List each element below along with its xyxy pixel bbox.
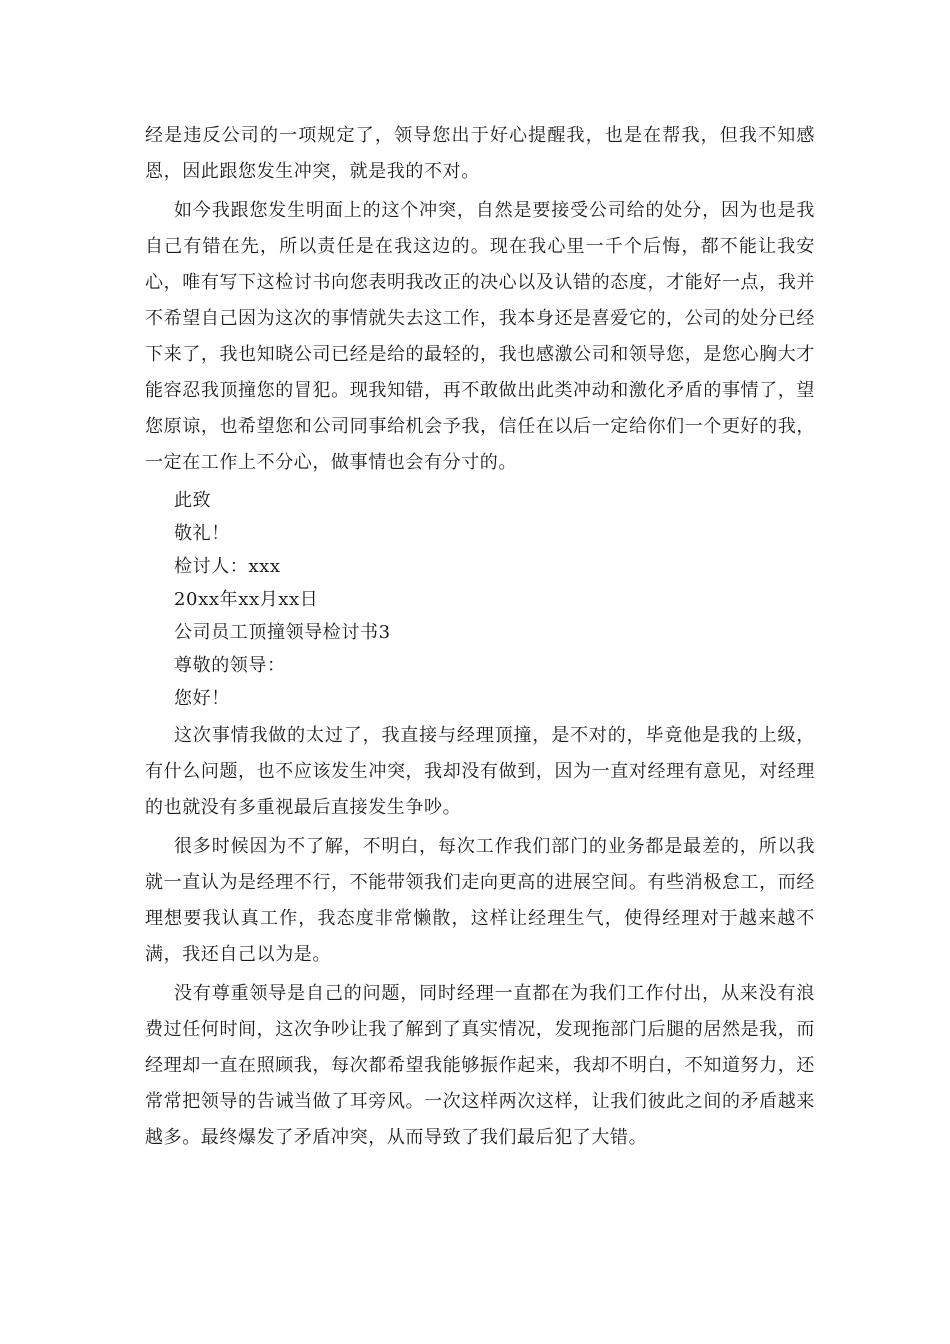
document-body <box>145 118 815 1156</box>
signer-line: 检讨人：xxx <box>174 556 281 577</box>
closing-salutation: 此致 <box>174 490 212 511</box>
addressee-line: 尊敬的领导： <box>174 655 286 676</box>
paragraph-conclusion: 没有尊重领导是自己的问题，同时经理一直都在为我们工作付出，从来没有浪费过任何时间，这次争吵让我了解到了真实情况，发现拖部门后腿的居然是我，而经理却一直在照顾我，每次都希望我能够振作起来，我却不明白，不知道努力，还常常把领导的告诫当做了耳旁风。一次这样两次这样，让我们彼此之间的矛盾越来越多。最终爆发了矛盾冲突，从而导致了我们最后犯了大错。 <box>145 983 815 1148</box>
section-title: 公司员工顶撞领导检讨书3 <box>174 622 391 643</box>
closing-respect: 敬礼！ <box>174 523 230 544</box>
paragraph-reflection: 很多时候因为不了解，不明白，每次工作我们部门的业务都是最差的，所以我就一直认为是经理不行，不能带领我们走向更高的进展空间。有些消极怠工，而经理想要我认真工作，我态度非常懒散，这样让经理生气，使得经理对于越来越不满，我还自己以为是。 <box>145 836 815 965</box>
paragraph-continuation: 经是违反公司的一项规定了，领导您出于好心提醒我，也是在帮我，但我不知感恩，因此跟您发生冲突，就是我的不对。 <box>145 125 815 182</box>
date-line: 20xx年xx月xx日 <box>174 589 319 610</box>
hello-line: 您好！ <box>174 688 230 709</box>
paragraph-incident: 这次事情我做的太过了，我直接与经理顶撞，是不对的，毕竟他是我的上级，有什么问题，也不应该发生冲突，我却没有做到，因为一直对经理有意见，对经理的也就没有多重视最后直接发生争吵。 <box>145 725 815 818</box>
paragraph-apology: 如今我跟您发生明面上的这个冲突，自然是要接受公司给的处分，因为也是我自己有错在先，所以责任是在我这边的。现在我心里一千个后悔，都不能让我安心，唯有写下这检讨书向您表明我改正的决心以及认错的态度，才能好一点，我并不希望自己因为这次的事情就失去这工作，我本身还是喜爱它的，公司的处分已经下来了，我也知晓公司已经是给的最轻的，我也感激公司和领导您，是您心胸大才能容忍我顶撞您的冒犯。现我知错，再不敢做出此类冲动和激化矛盾的事情了，望您原谅，也希望您和公司同事给机会予我，信任在以后一定给你们一个更好的我，一定在工作上不分心，做事情也会有分寸的。 <box>145 200 815 473</box>
